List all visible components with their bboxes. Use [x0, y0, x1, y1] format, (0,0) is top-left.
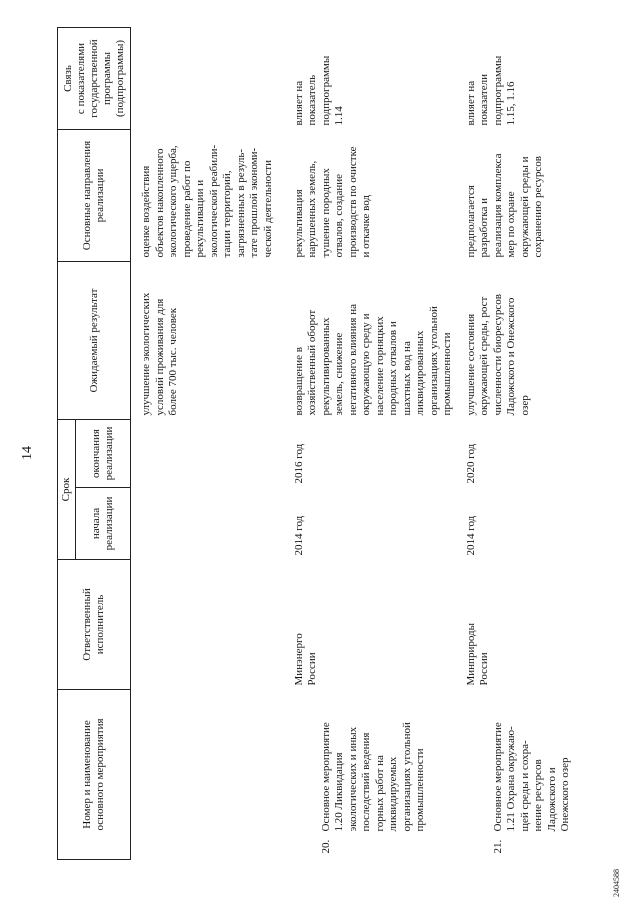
measure-title-block — [320, 694, 428, 856]
header-directions: Основные направления реализации — [58, 130, 131, 262]
table-row-21 — [456, 28, 600, 860]
measure-name: Основное мероприятие 1.20 Ликвидация экологических и иных последствий ведения горных работ на ликвидируемых организациях угольной промышленности — [319, 722, 426, 832]
header-term: Срок — [58, 420, 76, 560]
row-number: 21. — [491, 839, 504, 854]
cell-start: 2014 год — [292, 515, 305, 556]
header-row-top — [58, 28, 76, 860]
cell-start: 2014 год — [464, 515, 477, 556]
cell-result: улучшение состояния окружающей среды, рост численности биоресурсов Ладожского и Онежского озер — [464, 294, 531, 416]
cell-end: 2016 год — [292, 443, 305, 484]
cell-number-name — [284, 690, 456, 860]
main-measures-table — [57, 27, 600, 860]
cell-indicators: влияет на показатель подпрограммы 1.14 — [292, 55, 345, 126]
header-number-name: Номер и наименование основного мероприятия — [58, 690, 131, 860]
table-body — [131, 28, 600, 860]
row-number: 20. — [319, 839, 332, 854]
header-term-end: окончания реализации — [76, 420, 131, 488]
cell-executor: Минэнерго России — [292, 633, 318, 686]
cell-directions: оценке воздействия объектов накопленного экологического ущерба, проведение работ по рекультивации и экологической реабили- тации территорий, загрязненных в резуль- тате прошлой экономи- ческой деятельности — [140, 144, 274, 258]
table-row-20 — [284, 28, 456, 860]
cell-directions: предполагается разработка и реализация комплекса мер по охране окружающей среды и сохранению ресурсов — [464, 153, 544, 258]
page-number: 14 — [20, 446, 35, 460]
cell-result: возвращение в хозяйственный оборот рекультивированных земель, снижение негативного влияния на окружающую среду и население горняцких породных отвалов и шахтных вод на ликвидированных организациях угольной промышленности — [292, 304, 453, 416]
cell-indicators: влияет на показатели подпрограммы 1.15, 1.16 — [464, 55, 517, 126]
header-executor: Ответственный исполнитель — [58, 560, 131, 690]
cell-indicators — [131, 28, 284, 130]
table-row-continuation — [131, 28, 284, 860]
header-indicators: Связь с показателями государственной программы (подпрограммы) — [58, 28, 131, 130]
cell-number-name — [131, 690, 284, 860]
measure-name: Основное мероприятие 1.21 Охрана окружаю- щей среды и сохра- нение ресурсов Ладожского и Онежского озер — [491, 722, 571, 832]
cell-end — [131, 420, 284, 488]
cell-executor — [131, 560, 284, 690]
measure-title-block — [492, 694, 573, 856]
table-header — [58, 28, 131, 860]
cell-number-name — [456, 690, 600, 860]
header-expected-result: Ожидаемый результат — [58, 262, 131, 420]
header-term-start: начала реализации — [76, 488, 131, 560]
cell-directions: рекультивация нарушенных земель, тушение породных отвалов, создание производств по очистке и откачке вод — [292, 146, 372, 258]
scan-stamp-number: 2404588 — [612, 869, 621, 897]
cell-result: улучшение экологических условий проживания для более 700 тыс. человек — [140, 292, 179, 416]
cell-end: 2020 год — [464, 443, 477, 484]
cell-executor: Минприроды России — [464, 623, 490, 686]
cell-start — [131, 488, 284, 560]
